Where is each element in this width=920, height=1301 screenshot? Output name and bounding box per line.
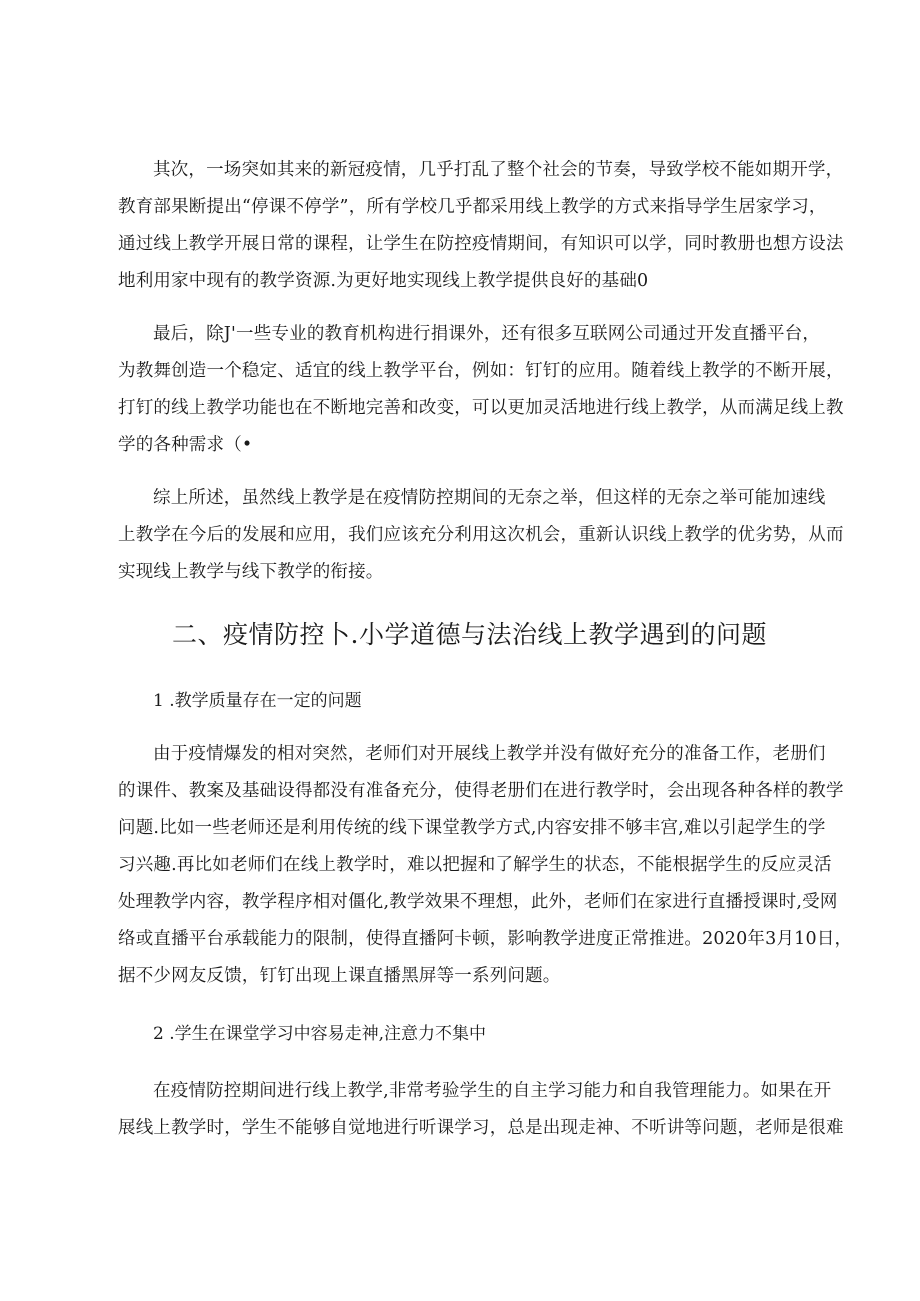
paragraph-2-line-4: 学的各种需求（•: [118, 435, 253, 455]
subsection-1-line-7: 据不少网友反馈，钉钉出现上课直播黑屏等一系列问题。: [118, 966, 561, 986]
subsection-1-line-4: 习兴趣.再比如老师们在线上教学时，难以把握和了解学生的状态，不能根据学生的反应灵活: [118, 855, 832, 875]
paragraph-1-line-3: 通过线上教学开展日常的课程，让学生在防控疫情期间，有知识可以学，同时教册也想方设法: [118, 234, 844, 254]
subsection-1-line-1: 由于疫情爆发的相对突然，老师们对开展线上教学并没有做好充分的准备工作，老册们: [153, 744, 826, 764]
paragraph-3-line-2: 上教学在今后的发展和应用，我们应该充分利用这次机会，重新认识线上教学的优劣势，从而: [118, 525, 844, 545]
subsection-1-line-2: 的课件、教案及基础设得都没有准备充分，使得老册们在进行教学时，会出现各种各样的教学: [118, 781, 844, 801]
subsection-2-line-1: 在疫情防控期间进行线上教学,非常考验学生的自主学习能力和自我管理能力。如果在开: [153, 1081, 832, 1101]
paragraph-1-line-2: 教育部果断提出“停课不停学”，所有学校几乎都采用线上教学的方式来指导学生居家学习，: [118, 197, 827, 217]
subsection-2-title: 2 .学生在课堂学习中容易走神,注意力不集中: [153, 1024, 487, 1044]
paragraph-3-line-1: 综上所述，虽然线上教学是在疫情防控期间的无奈之举，但这样的无奈之举可能加速线: [153, 488, 826, 508]
subsection-1-title: 1 .教学质量存在一定的问题: [153, 691, 362, 711]
paragraph-1-line-4: 地利用家中现有的教学资源.为更好地实现线上教学提供良好的基础0: [118, 271, 649, 291]
subsection-2-line-2: 展线上教学时，学生不能够自觉地进行听课学习，总是出现走神、不听讲等问题，老师是很难: [118, 1118, 844, 1138]
paragraph-2-line-3: 打钉的线上教学功能也在不断地完善和改变，可以更加灵活地进行线上教学，从而满足线上教: [118, 398, 844, 418]
paragraph-3-line-3: 实现线上教学与线下教学的衔接。: [118, 562, 384, 582]
section-heading: 二、疫情防控卜.小学道德与法治线上教学遇到的问题: [172, 620, 767, 649]
subsection-1-line-5: 处理教学内容，教学程序相对僵化,教学效果不理想，此外，老师们在家进行直播授课时,受网: [118, 892, 838, 912]
paragraph-2-line-1: 最后，除J'一些专业的教育机构进行捐课外，还有很多互联网公司通过开发直播平台，: [153, 324, 821, 344]
subsection-1-line-3: 问题.比如一些老师还是利用传统的线下课堂教学方式,内容安排不够丰宫,难以引起学生的学: [118, 818, 826, 838]
subsection-1-line-6: 络或直播平台承载能力的限制，使得直播阿卡顿，影响教学进度正常推进。2020年3月10日，: [118, 929, 853, 949]
paragraph-2-line-2: 为教舞创造一个稳定、适宜的线上教学平台，例如：钉钉的应用。随着线上教学的不断开展，: [118, 361, 844, 381]
paragraph-1-line-1: 其次，一场突如其来的新冠疫情，几乎打乱了整个社会的节奏，导致学校不能如期开学，: [153, 160, 844, 180]
